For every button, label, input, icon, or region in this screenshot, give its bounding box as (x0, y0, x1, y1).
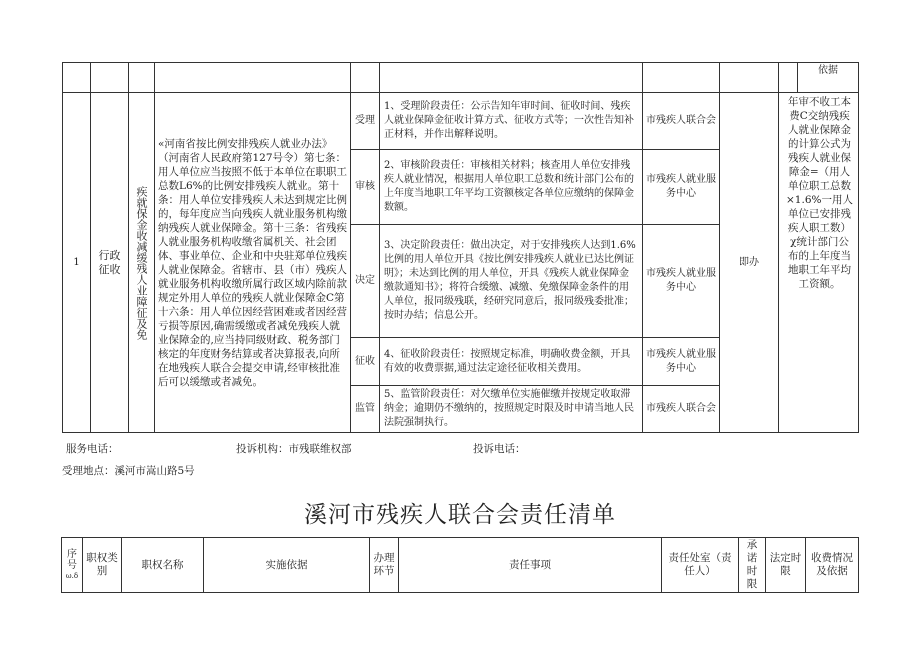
row-seq: 1 (63, 93, 91, 433)
stage-dept: 市残疾人联合会 (643, 93, 720, 150)
complaint-phone: 投诉电话： (473, 443, 526, 455)
header-name: 职权名称 (122, 538, 204, 593)
stage-duty: 1、受理阶段责任：公示告知年审时间、征收时间、残疾人就业保障金征收计算方式、征收方式等；一次性告知补正材料，并作出解释说明。 (380, 93, 643, 150)
stage-duty: 3、决定阶段责任：做出决定，对于安排残疾人达到1.6%比例的用人单位开具《按比例安排残疾人就业已达比例证明》；未达到比例的用人单位，开具《残疾人就业保障金缴款通知书》；将符合缓缴、减缴、免缴保障金条件的用人单位，报同级残联，经研究同意后，报同级残委批准；按时办结；信息公开。 (380, 225, 643, 338)
header-duty: 责任事项 (399, 538, 662, 593)
header-basis: 实施依据 (204, 538, 370, 593)
row-note: 年审不收工本费C交纳残疾人就业保障金的计算公式为残疾人就业保障金=（用人单位职工总数×1.6%一用人单位已安排残疾人职工数）χ统计部门公布的上年度当地职工年平均工资额。 (779, 93, 859, 433)
stage-label: 监管 (351, 386, 380, 433)
header-legal-time: 法定时限 (766, 538, 806, 593)
header-cell (643, 63, 720, 93)
stage-dept: 市残疾人就业服务中心 (643, 150, 720, 225)
accept-address: 受理地点：溪河市嵩山路5号 (62, 465, 195, 477)
page-title: 溪河市残疾人联合会责任清单 (304, 502, 616, 528)
header-stage: 办理环节 (370, 538, 399, 593)
stage-dept: 市残疾人联合会 (643, 386, 720, 433)
header-category: 职权类别 (83, 538, 122, 593)
stage-dept: 市残疾人就业服务中心 (643, 225, 720, 338)
header-cell (779, 63, 798, 93)
row-basis: «河南省按比例安排残疾人就业办法》（河南省人民政府第127号令）第七条：用人单位应当按照不低于本单位在职职工总数L6%的比例安排残疾人就业。第十条：用人单位安排残疾人未达到规定比例的，每年度应当向残疾人就业服务机构缴纳残疾人就业保障金。第十三条：省残疾人就业服务机构收缴省属机关、社会团体、事业单位、企业和中央驻郑单位残疾人就业保障金。省辖市、县（市）残疾人就业服务机构收缴所属行政区域内除前款规定外用人单位的残疾人就业保障金C第十六条：用人单位因经营困难或者因经营亏损等原因,确需缓缴或者减免残疾人就业保障金的,应当持同级财政、税务部门核定的年度财务结算或者决算报表,向所在地残疾人联合会提交申请,经审核批准后可以缓缴或者减免。 (155, 93, 351, 433)
header-time: 承诺时限 (739, 538, 766, 593)
row-name-cell (129, 93, 155, 433)
stage-dept: 市残疾人就业服务中心 (643, 338, 720, 386)
stage-label: 决定 (351, 225, 380, 338)
header-cell (351, 63, 380, 93)
responsibility-table-top (62, 62, 859, 433)
stage-label: 受理 (351, 93, 380, 150)
header-cell (380, 63, 643, 93)
row-time-limit: 即办 (720, 93, 779, 433)
header-cell (155, 63, 351, 93)
stage-duty: 5、监管阶段责任：对欠缴单位实施催缴并按规定收取滞纳金；逾期仍不缴纳的，按照规定时限及时申请当地人民法院强制执行。 (380, 386, 643, 433)
header-seq (62, 538, 83, 593)
header-cell (129, 63, 155, 93)
header-basis: 依据 (798, 63, 859, 93)
responsibility-table-bottom (61, 537, 859, 593)
header-seq-sub: ω.δ (65, 571, 79, 580)
header-seq-label: 序号 (67, 548, 77, 571)
header-cell (63, 63, 91, 93)
stage-label: 审核 (351, 150, 380, 225)
service-phone: 服务电话： (66, 443, 119, 455)
stage-label: 征收 (351, 338, 380, 386)
header-cell (91, 63, 129, 93)
row-category: 行政征收 (91, 93, 129, 433)
stage-duty: 2、审核阶段责任：审核相关材料；核查用人单位安排残疾人就业情况，根据用人单位职工总数和统计部门公布的上年度当地职工年平均工资额核定各单位应缴纳的保障金数额。 (380, 150, 643, 225)
stage-duty: 4、征收阶段责任：按照规定标准，明确收费金额，开具有效的收费票据,通过法定途径征收相关费用。 (380, 338, 643, 386)
row-name: 疾就保金收减缓残人业障征及免 (135, 185, 148, 340)
header-cell (720, 63, 779, 93)
complaint-org: 投诉机构：市残联维权部 (236, 443, 352, 455)
header-dept: 责任处室（责任人） (662, 538, 739, 593)
header-note: 收费情况及依据 (806, 538, 859, 593)
